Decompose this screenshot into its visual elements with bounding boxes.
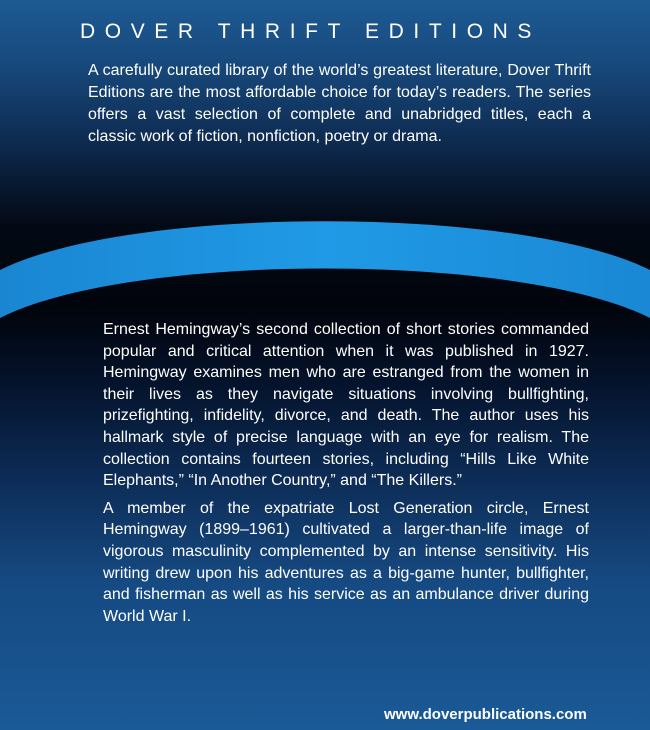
- description-paragraph-2: A member of the expatriate Lost Generation circle, Ernest Hemingway (1899–1961) cultivated a larger-than-life image of vigorous masculinity complemented by an intense sensitivity. His writing drew upon his adventures as a big-game hunter, bullfighter, and fisherman as well as his service as an ambulance driver during World War I.: [103, 499, 589, 625]
- description-paragraph-1: Ernest Hemingway’s second collection of short stories commanded popular and critical attention when it was published in 1927. Hemingway examines men who are estranged from the women in their lives as they navigate situations involving bullfighting, prizefighting, infidelity, divorce, and death. The author uses his hallmark style of precise language with an eye for realism. The collection contains fourteen stories, including “Hills Like White Elephants,” “In Another Country,” and “The Killers.”: [103, 321, 589, 490]
- series-title: DOVER THRIFT EDITIONS: [80, 20, 542, 43]
- series-blurb: A carefully curated library of the world’s greatest literature, Dover Thrift Editions are the most affordable choice for today’s readers. The series offers a vast selection of complete and unabridged titles, each a classic work of fiction, nonfiction, poetry or drama.: [88, 62, 591, 145]
- publisher-website-link[interactable]: www.doverpublications.com: [384, 706, 587, 723]
- book-description: [103, 319, 589, 627]
